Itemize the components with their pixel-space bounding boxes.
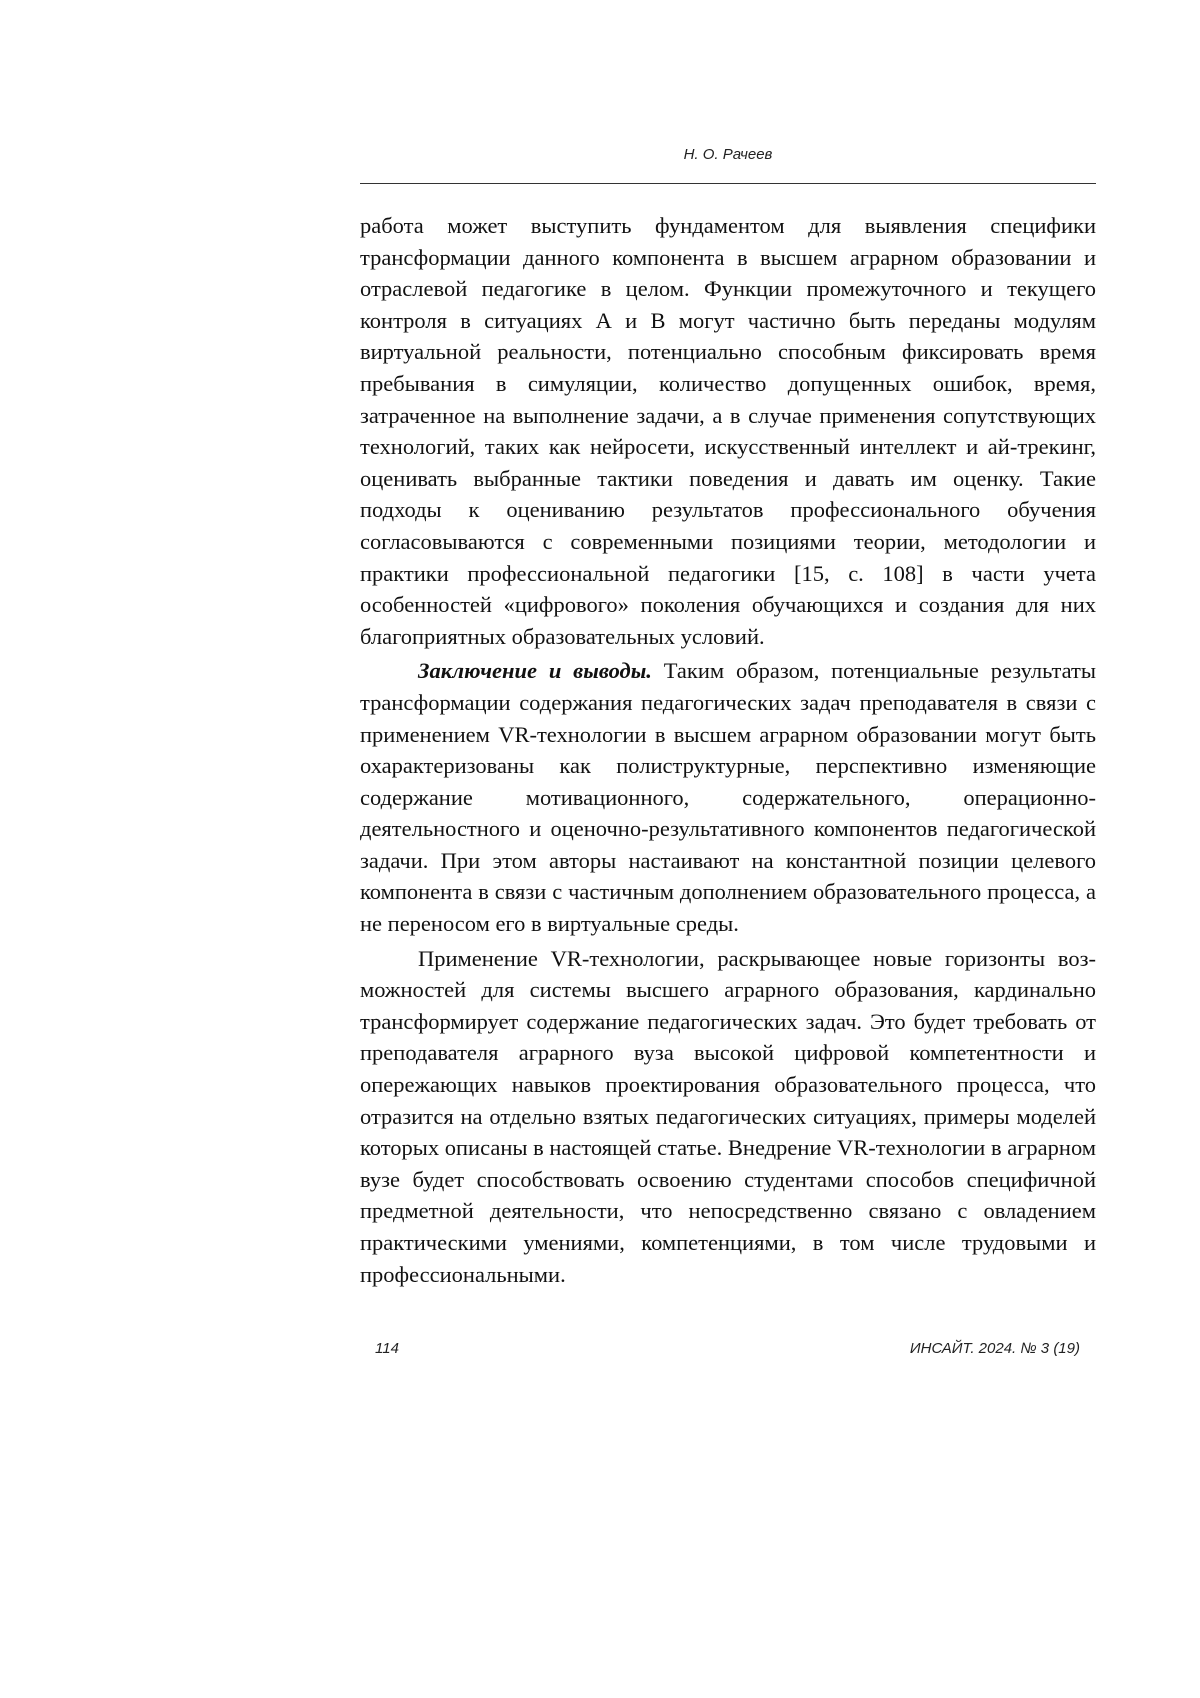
article-body bbox=[360, 210, 1096, 1290]
running-header-author: Н. О. Рачеев bbox=[683, 146, 773, 163]
journal-issue: ИНСАЙТ. 2024. № 3 (19) bbox=[909, 1340, 1080, 1357]
page-number: 114 bbox=[375, 1340, 399, 1357]
header-divider bbox=[360, 183, 1096, 184]
body-paragraph-1: работа может выступить фундаментом для выявления специфики трансформации данного компонента в высшем аграрном образовании и отраслевой педагогике в целом. Функции промежуточного и текущего контроля в ситуациях А и В могут частично быть переданы модулям виртуальной реальности, потенциально способным фиксировать время пребывания в симуляции, количество допущенных ошибок, время, затраченное на выполнение задачи, а в случае применения сопутствующих технологий, таких как нейросети, искусственный интеллект и ай-трекинг, оценивать выбранные тактики поведения и давать им оценку. Такие подходы к оцениванию результатов профессионального обучения согласовываются с современными позициями теории, методологии и практики профессиональной педагогики [15, с. 108] в части учета особенностей «цифрового» поколения обучающихся и создания для них благоприятных образовательных условий. bbox=[360, 213, 1096, 649]
body-paragraph-2-text: Таким образом, потенциальные результаты трансформации содержания педагогических задач преподавателя в связи с применением VR-технологии в высшем аграрном образовании могут быть охарактеризованы как полиструктурные, перспективно изменяющие содержание мотивационного, содержательного, операционно-деятельностного и оценочно-результативного компонентов педагогической задачи. При этом авторы настаивают на константной позиции целевого компонента в связи с частичным дополнением образовательного процесса, а не переносом его в виртуальные среды. bbox=[360, 658, 1096, 937]
body-paragraph-3: Применение VR-технологии, раскрывающее новые горизонты возможностей для системы высшего аграрного образования, кардинально трансформирует содержание педагогических задач. Это будет требовать от преподавателя аграрного вуза высокой цифровой компетентности и опережающих навыков проектирования образовательного процесса, что отразится на отдельно взятых педагогических ситуациях, примеры моделей которых описаны в настоящей статье. Внедрение VR-технологии в аграрном вузе будет способствовать освоению студентами способов специфичной предметной деятельности, что непосредственно связано с овладением практическими умениями, компетенциями, в том числе трудовыми и профессиональными. bbox=[360, 945, 1097, 1287]
conclusion-heading: Заключение и выводы. bbox=[418, 658, 652, 684]
body-paragraph-2 bbox=[360, 655, 1096, 939]
